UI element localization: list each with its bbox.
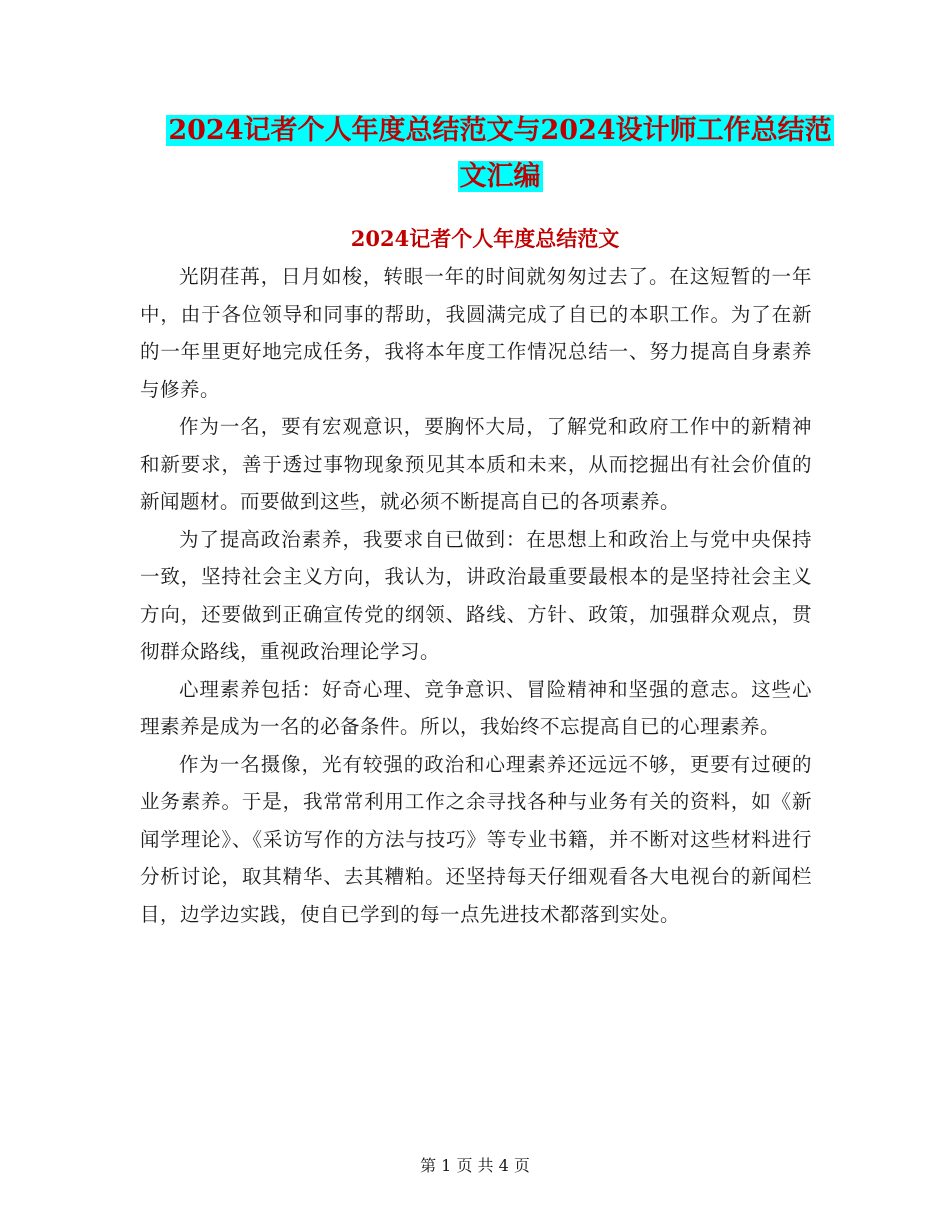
document-title	[140, 108, 860, 200]
document-title-line1: 2024记者个人年度总结范文与2024设计师工作总结范	[168, 115, 832, 146]
body-text	[140, 258, 812, 933]
paragraph: 光阴荏苒，日月如梭，转眼一年的时间就匆匆过去了。在这短暂的一年中，由于各位领导和同事的帮助，我圆满完成了自已的本职工作。为了在新的一年里更好地完成任务，我将本年度工作情况总结一、努力提高自身素养与修养。	[140, 265, 812, 401]
section-title: 2024记者个人年度总结范文	[350, 226, 620, 251]
document-title-line2: 文汇编	[459, 161, 541, 192]
page-footer: 第 1 页 共 4 页	[420, 1156, 530, 1175]
paragraph: 作为一名摄像，光有较强的政治和心理素养还远远不够，更要有过硬的业务素养。于是，我常常利用工作之余寻找各种与业务有关的资料，如《新闻学理论》、《采访写作的方法与技巧》等专业书籍，并不断对这些材料进行分析讨论，取其精华、去其糟粕。还坚持每天仔细观看各大电视台的新闻栏目，边学边实践，使自已学到的每一点先进技术都落到实处。	[140, 752, 812, 926]
paragraph: 作为一名，要有宏观意识，要胸怀大局，了解党和政府工作中的新精神和新要求，善于透过事物现象预见其本质和未来，从而挖掘出有社会价值的新闻题材。而要做到这些，就必须不断提高自已的各项素养。	[140, 415, 812, 513]
paragraph: 心理素养包括：好奇心理、竞争意识、冒险精神和坚强的意志。这些心理素养是成为一名的必备条件。所以，我始终不忘提高自已的心理素养。	[140, 677, 812, 738]
paragraph: 为了提高政治素养，我要求自已做到：在思想上和政治上与党中央保持一致，坚持社会主义方向，我认为，讲政治最重要最根本的是坚持社会主义方向，还要做到正确宣传党的纲领、路线、方针、政策，加强群众观点，贯彻群众路线，重视政治理论学习。	[140, 527, 812, 663]
